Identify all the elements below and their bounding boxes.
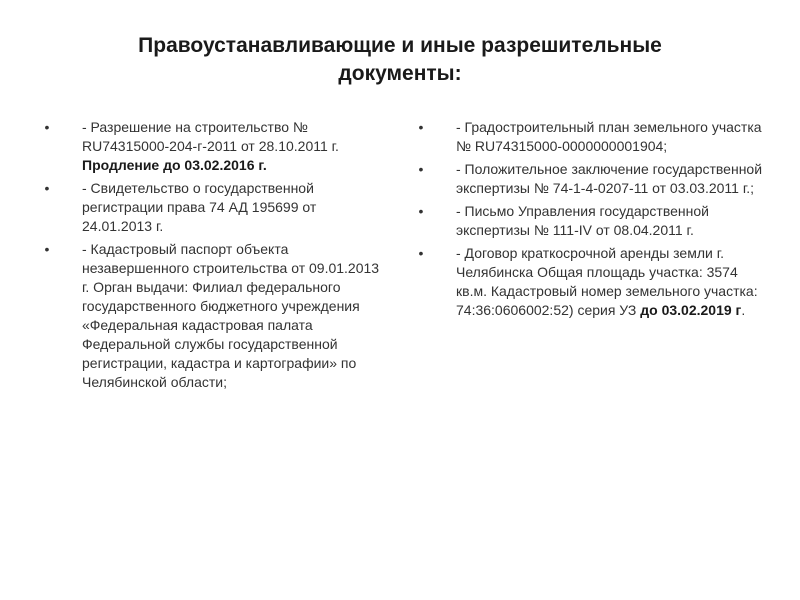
list-item bbox=[414, 244, 764, 320]
expertise-letter-text: - Письмо Управления государственной экспертизы № 111-IV от 08.04.2011 г. bbox=[456, 203, 709, 238]
list-item bbox=[414, 202, 764, 240]
bullet-icon: • bbox=[418, 245, 424, 261]
land-lease-deadline: до 03.02.2019 г bbox=[640, 302, 742, 318]
ownership-certificate-text: - Свидетельство о государственной регистрации права 74 АД 195699 от 24.01.2013 г. bbox=[82, 180, 317, 234]
building-permit-extension: Продление до 03.02.2016 г. bbox=[82, 157, 267, 173]
page-title bbox=[60, 32, 740, 88]
land-lease-text: - Договор краткосрочной аренды земли г. Челябинска Общая площадь участка: 3574 кв.м. Кадастровый номер земельного участка: 74:36:0606002:52) серия УЗ bbox=[456, 245, 758, 318]
left-document-list bbox=[40, 118, 390, 396]
cadastral-passport-text: - Кадастровый паспорт объекта незавершенного строительства от 09.01.2013 г. Орган выдачи: Филиал федерального государственного бюджетного учреждения «Федеральная кадастровая палата Федеральной службы государственной регистрации, кадастра и картографии» по Челябинской области; bbox=[82, 241, 380, 390]
list-item-text bbox=[82, 118, 390, 175]
page-title-line-2: документы: bbox=[338, 62, 462, 85]
bullet-icon: • bbox=[418, 161, 424, 177]
list-item bbox=[414, 118, 764, 156]
bullet-icon: • bbox=[418, 119, 424, 135]
page-title-line-1: Правоустанавливающие и иные разрешительные bbox=[138, 34, 662, 57]
bullet-icon: • bbox=[44, 180, 50, 196]
bullet-icon: • bbox=[44, 241, 50, 257]
right-document-list bbox=[414, 118, 764, 324]
list-item-text bbox=[456, 244, 764, 320]
list-item bbox=[414, 160, 764, 198]
bullet-icon: • bbox=[418, 203, 424, 219]
expertise-conclusion-text: - Положительное заключение государственной экспертизы № 74-1-4-0207-11 от 03.03.2011 г.; bbox=[456, 161, 763, 196]
list-item bbox=[40, 179, 390, 236]
list-item bbox=[40, 240, 390, 392]
list-item bbox=[40, 118, 390, 175]
bullet-icon: • bbox=[44, 119, 50, 135]
urban-plan-text: - Градостроительный план земельного участка № RU74315000-0000000001904; bbox=[456, 119, 762, 154]
land-lease-suffix: . bbox=[741, 302, 746, 318]
building-permit-text: - Разрешение на строительство № RU74315000-204-г-2011 от 28.10.2011 г. bbox=[82, 119, 339, 154]
